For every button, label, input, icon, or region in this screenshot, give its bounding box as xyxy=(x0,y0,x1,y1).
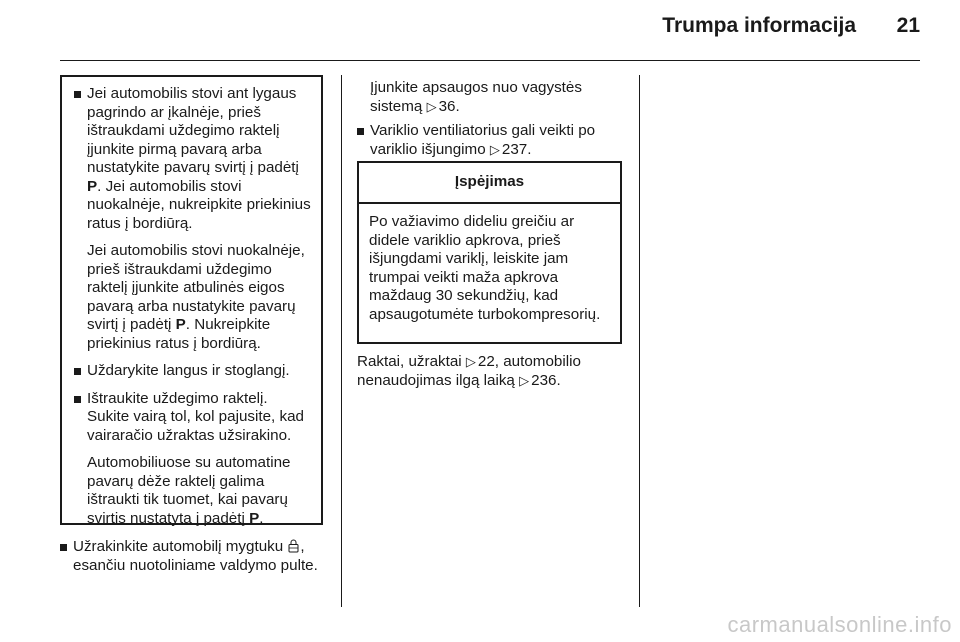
paragraph-automatic: Automobiliuose su automatine pavarų dėže raktelį galima ištraukti tik tuomet, kai pavarų svirtis nustatyta į padėtį P. xyxy=(87,454,291,527)
column-divider-left xyxy=(341,75,342,607)
paragraph-downhill: Jei automobilis stovi nuokalnėje, prieš ištraukdami uždegimo raktelį įjunkite atbulinės eigos pavarą arba nustatykite pavarų svirtį į padėtį P. Nukreipkite priekinius ratus į bordiūrą. xyxy=(87,242,305,352)
header-rule xyxy=(60,60,920,61)
paragraph-theft-alarm: Įjunkite apsaugos nuo vagystės sistemą ▷ 36. xyxy=(370,79,582,115)
page-header-title: Trumpa informacija xyxy=(662,14,856,37)
warning-title: Įspėjimas xyxy=(359,163,620,204)
page-ref-237[interactable]: 237. xyxy=(501,140,532,158)
page-ref-22[interactable]: 22, automobilio nenaudojimas ilgą laiką xyxy=(357,353,581,389)
warning-body: Po važiavimo dideliu greičiu ar didele variklio apkrova, prieš išjungdami variklį, leiskite jam trumpai veikti maža apkrova maždaug 30 sekundžių, kad apsaugotumėte turbokompresorių. xyxy=(369,213,601,323)
page-ref-36[interactable]: 36. xyxy=(438,97,460,115)
column-2-content xyxy=(357,79,629,168)
reference-arrow-icon: ▷ xyxy=(489,141,500,157)
reference-arrow-icon: ▷ xyxy=(465,354,476,369)
list-item-remove-key: Ištraukite uždegimo raktelį. Sukite vairą tol, kol pajusite, kad vairaračio užraktas užsirakino. xyxy=(74,390,313,446)
reference-arrow-icon: ▷ xyxy=(519,372,530,388)
watermark: carmanualsonline.info xyxy=(727,612,952,637)
list-item-lock-vehicle: Užrakinkite automobilį mygtuku , esančiu nuotoliniame valdymo pulte. xyxy=(60,538,335,575)
list-item-park-gear: Jei automobilis stovi ant lygaus pagrindo ar įkalnėje, prieš ištraukdami uždegimo raktelį įjunkite pirmą pavarą arba nustatykite pavarų svirtį į padėtį P. Jei automobilis stovi nuokalnėje, nukreipkite priekinius ratus į bordiūrą. xyxy=(74,85,313,233)
page-number: 21 xyxy=(896,14,920,37)
warning-box xyxy=(357,161,622,344)
list-item-fan: Variklio ventiliatorius gali veikti po variklio išjungimo ▷ 237. xyxy=(357,122,629,159)
list-item-close-windows: Uždarykite langus ir stoglangį. xyxy=(74,362,313,381)
column-divider-right xyxy=(639,75,640,607)
cross-references: Raktai, užraktai ▷ 22, automobilio nenaudojimas ilgą laiką ▷ 236. xyxy=(357,353,581,389)
lock-icon xyxy=(288,539,299,553)
reference-arrow-icon: ▷ xyxy=(426,98,437,114)
page-ref-236[interactable]: 236. xyxy=(531,371,561,389)
note-box xyxy=(60,75,323,525)
lock-instructions xyxy=(60,538,335,584)
